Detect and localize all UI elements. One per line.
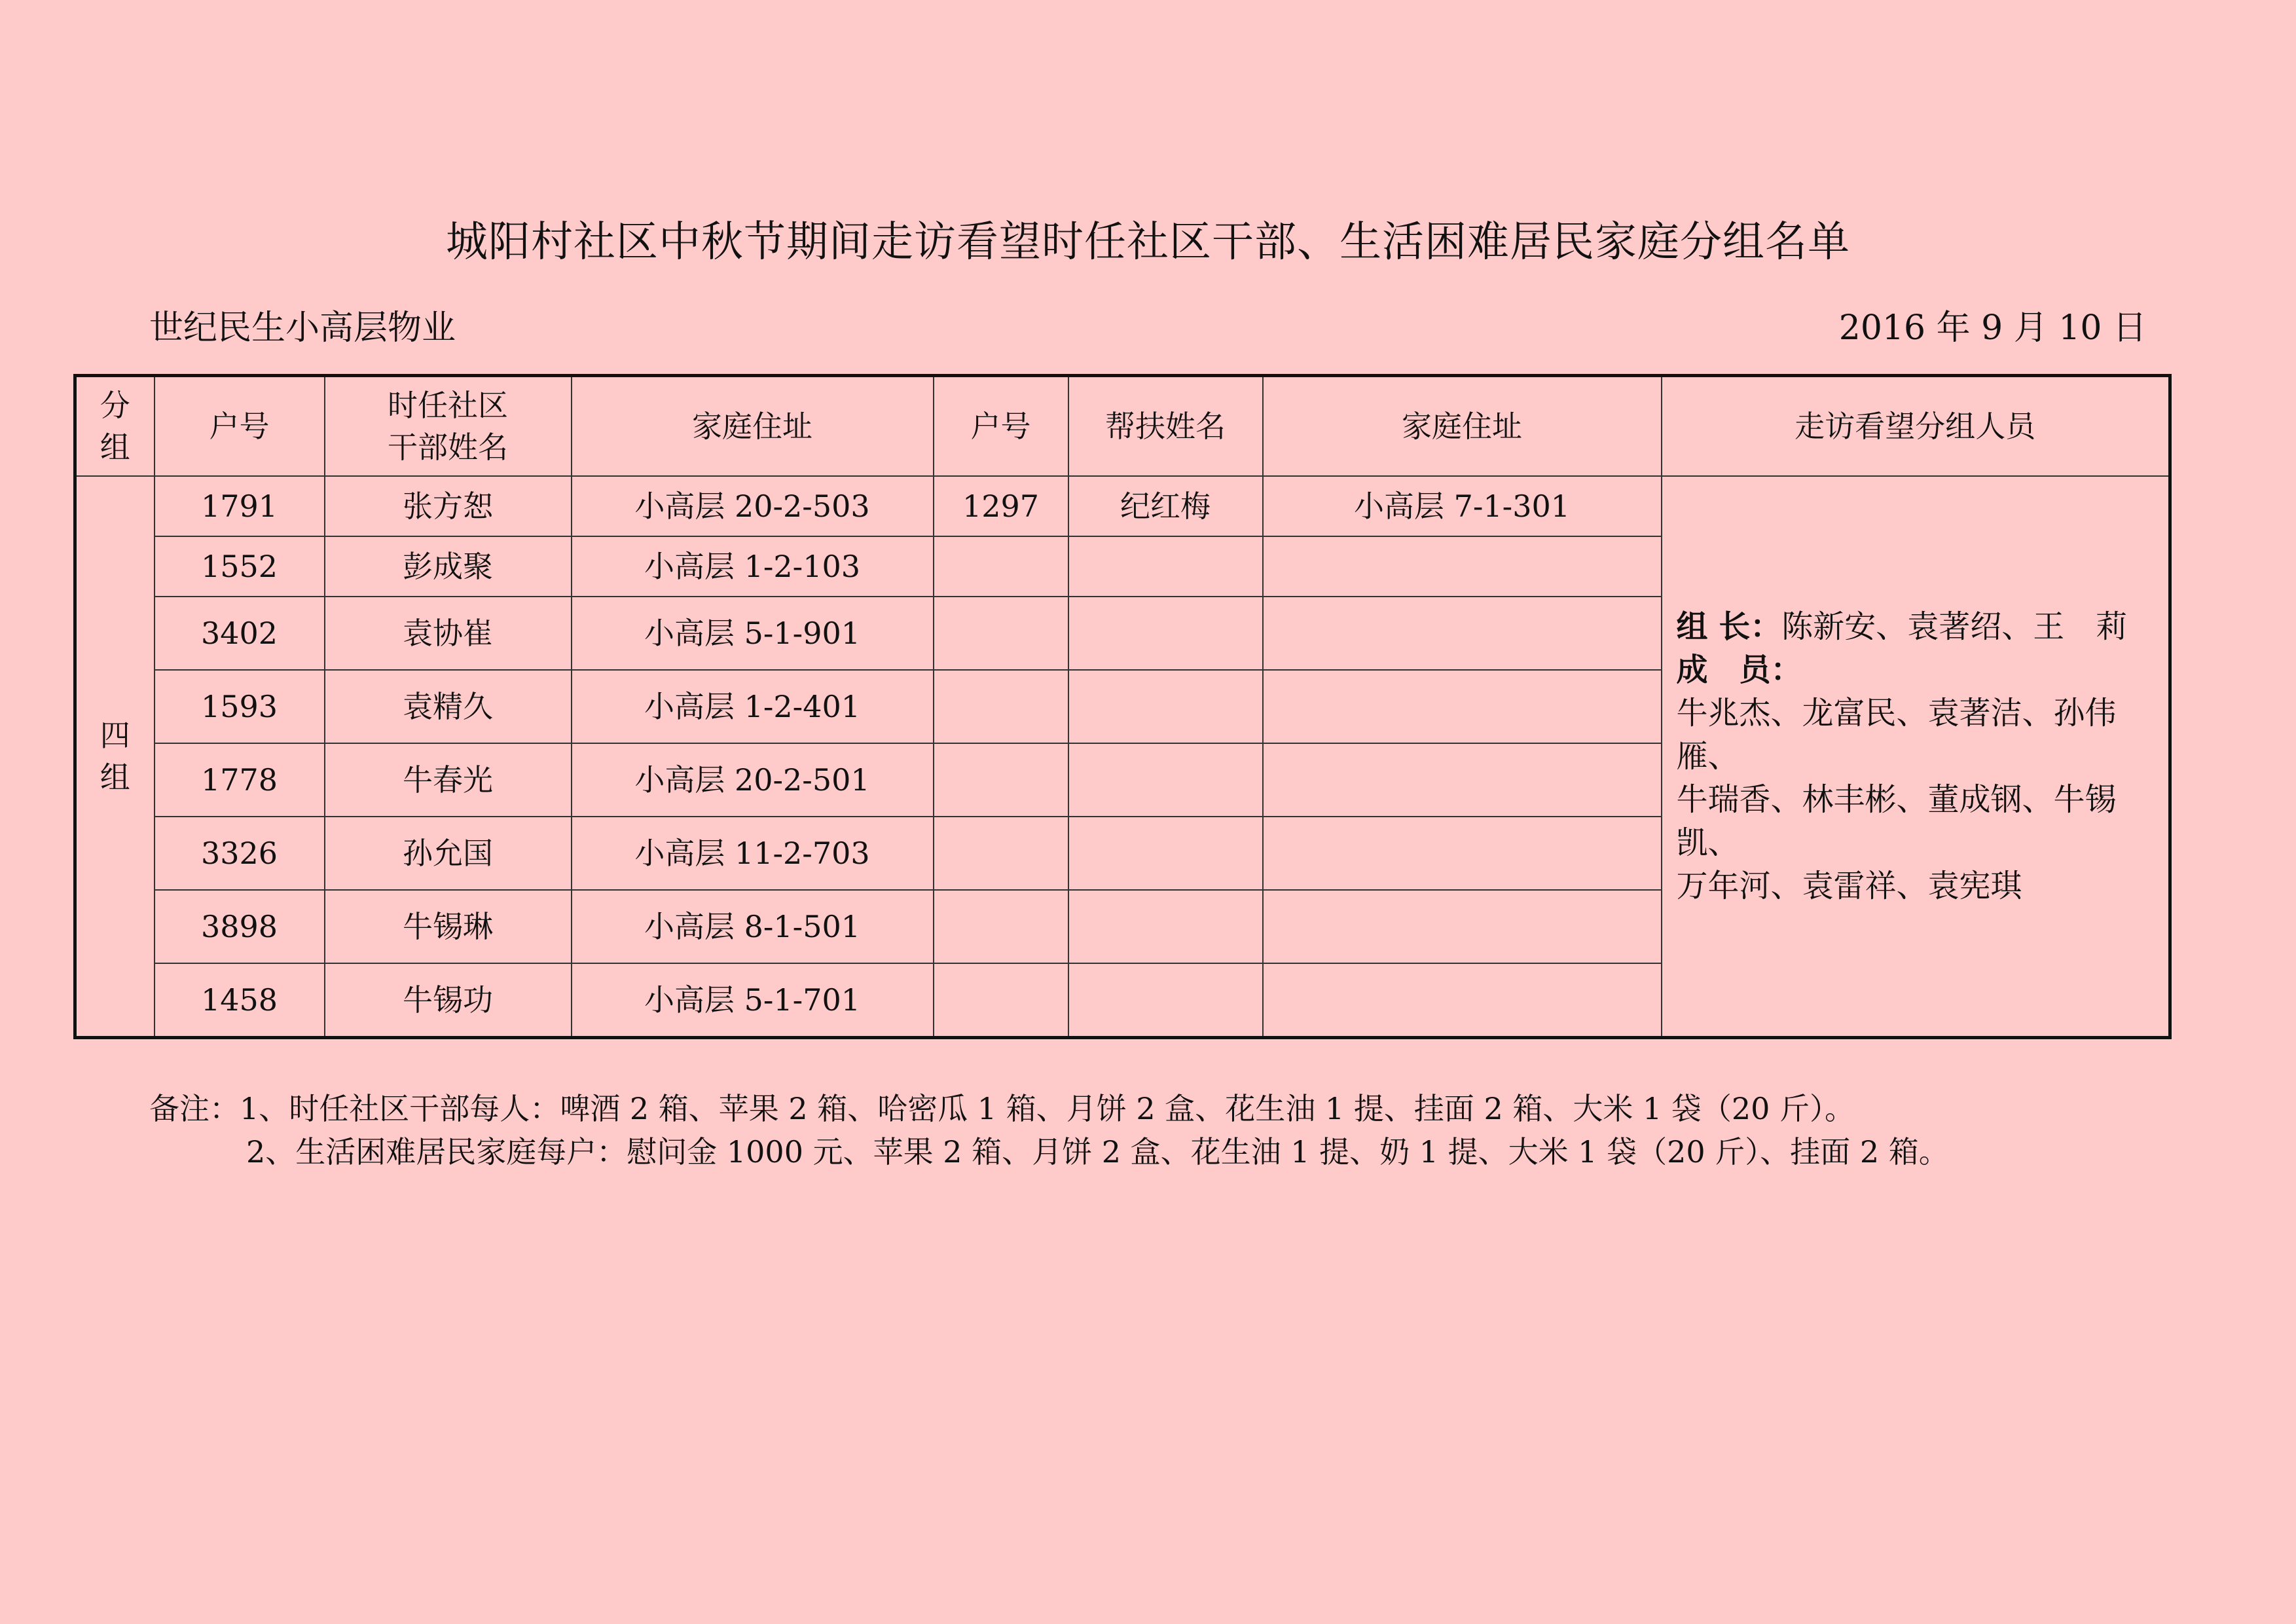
cell-cadre-name: 袁协崔 — [325, 597, 572, 670]
cell-household-no-2 — [934, 743, 1068, 817]
cell-household-no-2 — [934, 890, 1068, 963]
cell-address: 小高层 1-2-103 — [572, 536, 934, 597]
cell-address-2 — [1263, 817, 1662, 890]
team-members-line: 牛瑞香、林丰彬、董成钢、牛锡凯、 — [1676, 781, 2117, 861]
leader-names: 陈新安、袁著绍、王 莉 — [1781, 608, 2128, 645]
cell-household-no-2 — [934, 597, 1068, 670]
cell-aid-name — [1068, 536, 1263, 597]
cell-cadre-name: 孙允国 — [325, 817, 572, 890]
cell-household-no: 1552 — [155, 536, 325, 597]
cell-household-no-2 — [934, 670, 1068, 743]
header-household-no-2: 户号 — [934, 376, 1068, 477]
table-row — [75, 476, 2170, 536]
cell-address: 小高层 11-2-703 — [572, 817, 934, 890]
cell-aid-name — [1068, 743, 1263, 817]
cell-household-no-2 — [934, 817, 1068, 890]
cell-address-2 — [1263, 963, 1662, 1038]
visit-team-cell — [1662, 476, 2170, 1038]
team-leaders-line — [1677, 605, 2162, 648]
group-label-cell: 四组 — [75, 476, 155, 1038]
cell-cadre-name: 彭成聚 — [325, 536, 572, 597]
header-group: 分组 — [75, 376, 155, 477]
members-label: 成 员： — [1676, 652, 1802, 688]
document-date: 2016 年 9 月 10 日 — [1838, 308, 2147, 348]
cell-cadre-name: 张方恕 — [325, 476, 572, 536]
cell-household-no-2 — [934, 536, 1068, 597]
team-members-line: 万年河、袁雷祥、袁宪琪 — [1676, 868, 2022, 904]
cell-address: 小高层 5-1-901 — [572, 597, 934, 670]
header-cadre-name: 时任社区干部姓名 — [325, 376, 572, 477]
cell-address: 小高层 20-2-503 — [572, 476, 934, 536]
note-line-2: 2、生活困难居民家庭每户：慰问金 1000 元、苹果 2 箱、月饼 2 盒、花生油 1 提、奶 1 提、大米 1 袋（20 斤）、挂面 2 箱。 — [246, 1134, 1949, 1170]
cell-aid-name: 纪红梅 — [1068, 476, 1263, 536]
cell-household-no: 1791 — [155, 476, 325, 536]
header-address-2: 家庭住址 — [1263, 376, 1662, 477]
cell-household-no: 1593 — [155, 670, 325, 743]
cell-aid-name — [1068, 597, 1263, 670]
cell-household-no-2: 1297 — [934, 476, 1068, 536]
team-members-label-line — [1677, 648, 2162, 692]
cell-household-no: 3326 — [155, 817, 325, 890]
leader-label: 组 长： — [1676, 608, 1782, 645]
cell-household-no: 1778 — [155, 743, 325, 817]
cell-address: 小高层 5-1-701 — [572, 963, 934, 1038]
cell-household-no-2 — [934, 963, 1068, 1038]
team-members-line: 牛兆杰、龙富民、袁著洁、孙伟雁、 — [1676, 695, 2117, 775]
header-household-no: 户号 — [155, 376, 325, 477]
header-aid-name: 帮扶姓名 — [1068, 376, 1263, 477]
header-address: 家庭住址 — [572, 376, 934, 477]
property-name: 世纪民生小高层物业 — [149, 308, 456, 348]
header-visit-members: 走访看望分组人员 — [1662, 376, 2170, 477]
cell-cadre-name: 牛锡琳 — [325, 890, 572, 963]
visit-group-table — [73, 374, 2172, 1039]
cell-cadre-name: 牛锡功 — [325, 963, 572, 1038]
cell-household-no: 1458 — [155, 963, 325, 1038]
cell-aid-name — [1068, 890, 1263, 963]
cell-cadre-name: 牛春光 — [325, 743, 572, 817]
note-line-1: 备注：1、时任社区干部每人：啤酒 2 箱、苹果 2 箱、哈密瓜 1 箱、月饼 2 盒、花生油 1 提、挂面 2 箱、大米 1 袋（20 斤）。 — [149, 1091, 1855, 1126]
cell-cadre-name: 袁精久 — [325, 670, 572, 743]
cell-household-no: 3402 — [155, 597, 325, 670]
cell-address: 小高层 8-1-501 — [572, 890, 934, 963]
cell-aid-name — [1068, 963, 1263, 1038]
cell-aid-name — [1068, 817, 1263, 890]
cell-address: 小高层 20-2-501 — [572, 743, 934, 817]
cell-address-2 — [1263, 890, 1662, 963]
cell-address-2 — [1263, 670, 1662, 743]
cell-aid-name — [1068, 670, 1263, 743]
cell-address-2 — [1263, 743, 1662, 817]
cell-household-no: 3898 — [155, 890, 325, 963]
page-title: 城阳村社区中秋节期间走访看望时任社区干部、生活困难居民家庭分组名单 — [446, 218, 1850, 267]
cell-address-2: 小高层 7-1-301 — [1263, 476, 1662, 536]
cell-address-2 — [1263, 536, 1662, 597]
notes — [149, 1087, 1949, 1173]
cell-address-2 — [1263, 597, 1662, 670]
cell-address: 小高层 1-2-401 — [572, 670, 934, 743]
